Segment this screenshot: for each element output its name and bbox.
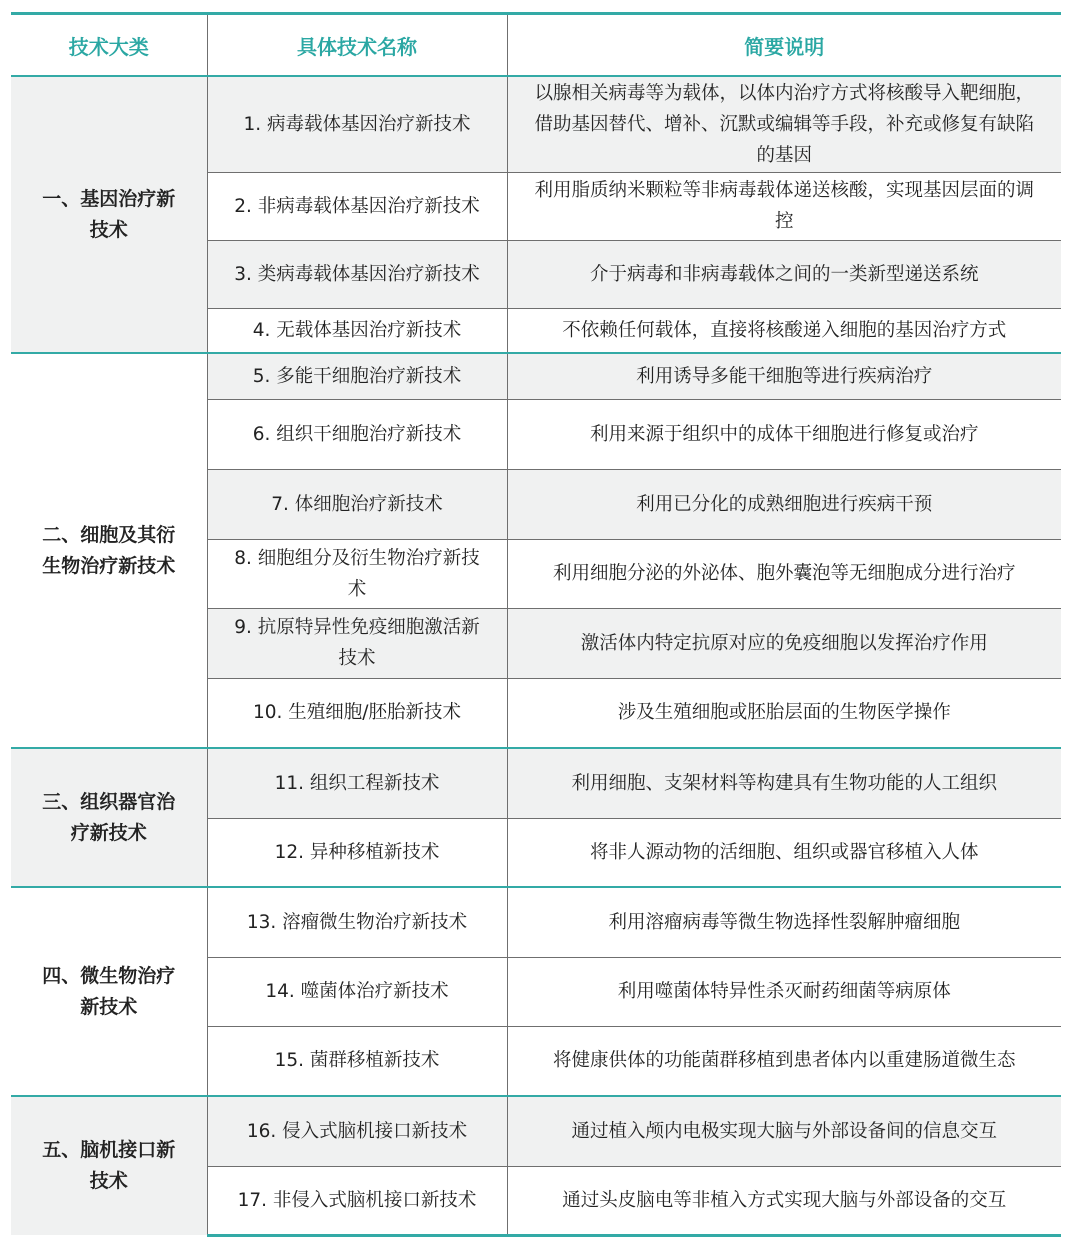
tech-name-cell: 2. 非病毒载体基因治疗新技术 [207, 172, 507, 240]
tech-name-cell: 15. 菌群移植新技术 [207, 1026, 507, 1096]
tech-name-cell: 8. 细胞组分及衍生物治疗新技术 [207, 539, 507, 608]
category-cell: 一、基因治疗新技术 [11, 76, 207, 353]
description-cell: 利用脂质纳米颗粒等非病毒载体递送核酸，实现基因层面的调控 [507, 172, 1061, 240]
header-description: 简要说明 [507, 14, 1061, 77]
tech-name-cell: 13. 溶瘤微生物治疗新技术 [207, 887, 507, 957]
description-cell: 通过植入颅内电极实现大脑与外部设备间的信息交互 [507, 1096, 1061, 1166]
description-cell: 利用细胞分泌的外泌体、胞外囊泡等无细胞成分进行治疗 [507, 539, 1061, 608]
table-wrapper [11, 12, 1061, 1237]
tech-table [11, 12, 1061, 1237]
table-row [11, 748, 1061, 818]
tech-name-cell: 10. 生殖细胞/胚胎新技术 [207, 678, 507, 748]
tech-name-cell: 17. 非侵入式脑机接口新技术 [207, 1166, 507, 1235]
tech-name-cell: 7. 体细胞治疗新技术 [207, 469, 507, 539]
table-row [11, 76, 1061, 172]
table-row [11, 887, 1061, 957]
header-row [11, 14, 1061, 77]
description-cell: 利用来源于组织中的成体干细胞进行修复或治疗 [507, 399, 1061, 469]
tech-name-cell: 3. 类病毒载体基因治疗新技术 [207, 240, 507, 308]
tech-name-cell: 5. 多能干细胞治疗新技术 [207, 353, 507, 399]
tech-name-cell: 12. 异种移植新技术 [207, 818, 507, 887]
description-cell: 利用噬菌体特异性杀灭耐药细菌等病原体 [507, 957, 1061, 1026]
description-cell: 利用细胞、支架材料等构建具有生物功能的人工组织 [507, 748, 1061, 818]
tech-name-cell: 11. 组织工程新技术 [207, 748, 507, 818]
description-cell: 涉及生殖细胞或胚胎层面的生物医学操作 [507, 678, 1061, 748]
tech-name-cell: 14. 噬菌体治疗新技术 [207, 957, 507, 1026]
tech-name-cell: 16. 侵入式脑机接口新技术 [207, 1096, 507, 1166]
description-cell: 利用溶瘤病毒等微生物选择性裂解肿瘤细胞 [507, 887, 1061, 957]
description-cell: 激活体内特定抗原对应的免疫细胞以发挥治疗作用 [507, 608, 1061, 678]
category-cell: 二、细胞及其衍生物治疗新技术 [11, 353, 207, 748]
tech-name-cell: 9. 抗原特异性免疫细胞激活新技术 [207, 608, 507, 678]
description-cell: 不依赖任何载体，直接将核酸递入细胞的基因治疗方式 [507, 308, 1061, 353]
category-cell: 四、微生物治疗新技术 [11, 887, 207, 1096]
description-cell: 以腺相关病毒等为载体，以体内治疗方式将核酸导入靶细胞，借助基因替代、增补、沉默或编辑等手段，补充或修复有缺陷的基因 [507, 76, 1061, 172]
category-cell: 五、脑机接口新技术 [11, 1096, 207, 1235]
table-row [11, 353, 1061, 399]
tech-name-cell: 4. 无载体基因治疗新技术 [207, 308, 507, 353]
header-category: 技术大类 [11, 14, 207, 77]
tech-name-cell: 1. 病毒载体基因治疗新技术 [207, 76, 507, 172]
description-cell: 通过头皮脑电等非植入方式实现大脑与外部设备的交互 [507, 1166, 1061, 1235]
description-cell: 将健康供体的功能菌群移植到患者体内以重建肠道微生态 [507, 1026, 1061, 1096]
description-cell: 介于病毒和非病毒载体之间的一类新型递送系统 [507, 240, 1061, 308]
header-tech-name: 具体技术名称 [207, 14, 507, 77]
description-cell: 利用诱导多能干细胞等进行疾病治疗 [507, 353, 1061, 399]
category-cell: 三、组织器官治疗新技术 [11, 748, 207, 887]
table-row [11, 1096, 1061, 1166]
tech-name-cell: 6. 组织干细胞治疗新技术 [207, 399, 507, 469]
description-cell: 将非人源动物的活细胞、组织或器官移植入人体 [507, 818, 1061, 887]
description-cell: 利用已分化的成熟细胞进行疾病干预 [507, 469, 1061, 539]
